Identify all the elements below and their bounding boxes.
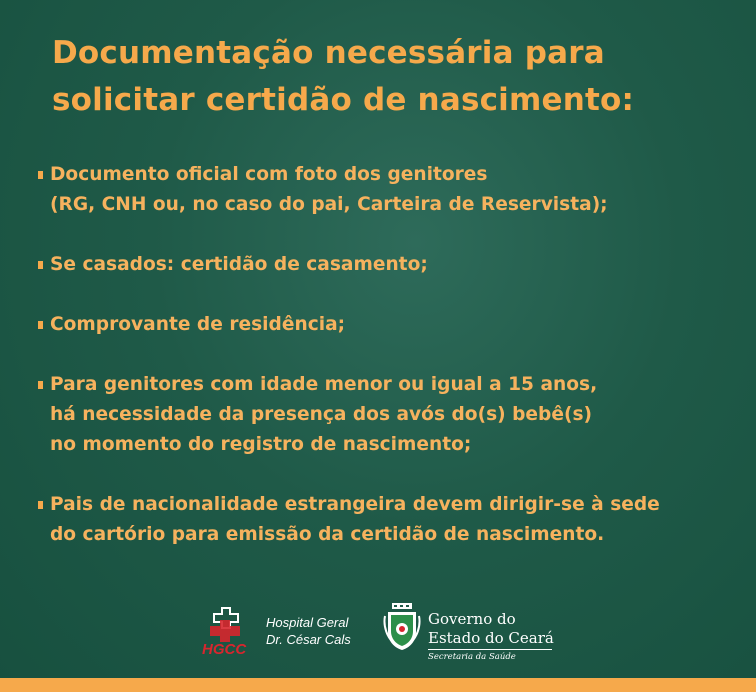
title-line-2: solicitar certidão de nascimento:	[52, 82, 635, 118]
list-item-text: Para genitores com idade menor ou igual a 15 anos,	[50, 374, 598, 395]
list-item-text: do cartório para emissão da certidão de nascimento.	[50, 524, 605, 545]
list-item-text: há necessidade da presença dos avós do(s) bebê(s)	[50, 404, 593, 425]
government-name	[428, 610, 554, 663]
list-item-text: Documento oficial com foto dos genitores	[50, 164, 488, 185]
hgcc-logo-text: HGCC	[202, 641, 247, 658]
bottom-accent-bar	[0, 678, 756, 692]
bullet-square-icon	[38, 261, 43, 269]
hgcc-logo-icon	[200, 606, 256, 660]
list-item	[38, 160, 738, 220]
requirements-list	[38, 160, 738, 550]
list-item-text: no momento do registro de nascimento;	[50, 434, 472, 455]
hospital-line-1: Hospital Geral	[266, 615, 349, 630]
list-item	[38, 490, 738, 550]
list-item-text: Comprovante de residência;	[50, 314, 346, 335]
gov-subtitle: Secretaria da Saúde	[428, 649, 552, 663]
ceara-coat-of-arms-icon	[383, 602, 421, 656]
gov-line-2: Estado do Ceará	[428, 629, 554, 647]
list-item	[38, 250, 738, 280]
list-item-text: Pais de nacionalidade estrangeira devem dirigir-se à sede	[50, 494, 660, 515]
hospital-name	[266, 614, 351, 648]
list-item	[38, 370, 738, 460]
bullet-square-icon	[38, 321, 43, 329]
list-item-text: (RG, CNH ou, no caso do pai, Carteira de Reservista);	[50, 194, 608, 215]
title-line-1: Documentação necessária para	[52, 35, 605, 71]
list-item	[38, 310, 738, 340]
list-item-text: Se casados: certidão de casamento;	[50, 254, 428, 275]
gov-line-1: Governo do	[428, 610, 516, 628]
page-title	[52, 30, 634, 124]
bullet-square-icon	[38, 381, 43, 389]
bullet-square-icon	[38, 501, 43, 509]
hospital-line-2: Dr. César Cals	[266, 632, 351, 647]
bullet-square-icon	[38, 171, 43, 179]
footer-logos	[0, 600, 756, 670]
